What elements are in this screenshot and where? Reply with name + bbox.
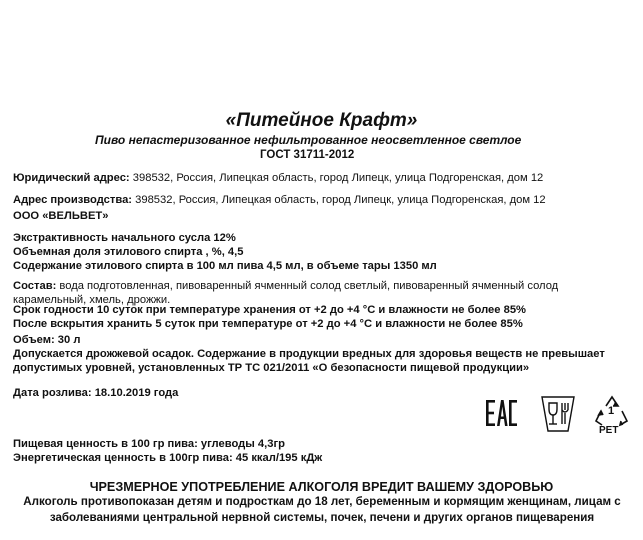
alcohol-warning-text: Алкоголь противопоказан детям и подросткам до 18 лет, беременным и кормящим женщинам, лицам с заболеваниями центральной нервной системы, почек, печени и других органов пищеварения: [23, 495, 621, 524]
alcohol-warning-headline: ЧРЕЗМЕРНОЕ УПОТРЕБЛЕНИЕ АЛКОГОЛЯ ВРЕДИТ ВАШЕМУ ЗДОРОВЬЮ: [89, 480, 554, 494]
recycle-number: 1: [608, 405, 615, 417]
bottling-date: Дата розлива: 18.10.2019 года: [13, 387, 179, 399]
nutrition-value: Пищевая ценность в 100 гр пива: углеводы 4,3гр: [13, 438, 285, 450]
extract-spec: Экстрактивность начального сусла 12%: [13, 232, 236, 244]
legal-address-label: Юридический адрес:: [13, 172, 130, 184]
production-address-label: Адрес производства:: [13, 194, 133, 206]
production-address-value: 398532, Россия, Липецкая область, город Липецк, улица Подгоренская, дом 12: [135, 194, 546, 206]
brand-title: «Питейное Крафт»: [225, 110, 418, 131]
composition-label: Состав:: [13, 280, 57, 292]
volume: Объем: 30 л: [13, 334, 81, 346]
recycle-icon: [592, 394, 632, 438]
sediment-note: Допускается дрожжевой осадок. Содержание в продукции вредных для здоровья веществ не превышает допустимых уровней, установленных ТР ТС 021/2011 «О безопасности пищевой продукции»: [13, 348, 605, 374]
gost-standard: ГОСТ 31711-2012: [260, 149, 355, 161]
food-contact-icon: [536, 394, 580, 434]
alcohol-spec: Объемная доля этилового спирта , %, 4,5: [13, 246, 244, 258]
recycle-code: PET: [599, 425, 619, 436]
ethanol-spec: Содержание этилового спирта в 100 мл пива 4,5 мл, в объеме тары 1350 мл: [13, 260, 437, 272]
energy-value: Энергетическая ценность в 100гр пива: 45 ккал/195 кДж: [13, 452, 323, 464]
product-description: Пиво непастеризованное нефильтрованное неосветленное светлое: [95, 133, 522, 147]
after-opening: После вскрытия хранить 5 суток при температуре от +2 до +4 °С и влажности не более 85%: [13, 318, 523, 330]
company-name: ООО «ВЕЛЬВЕТ»: [13, 210, 109, 222]
legal-address: [13, 172, 543, 184]
legal-address-value: 398532, Россия, Липецкая область, город Липецк, улица Подгоренская, дом 12: [132, 172, 544, 184]
composition-value: вода подготовленная, пивоваренный ячменный солод светлый, пивоваренный ячменный солод карамельный, хмель, дрожжи.: [13, 280, 559, 306]
production-address: [13, 194, 546, 206]
shelf-life: Срок годности 10 суток при температуре хранения от +2 до +4 °С и влажности не более 85%: [13, 304, 526, 316]
eac-icon: [484, 396, 518, 430]
